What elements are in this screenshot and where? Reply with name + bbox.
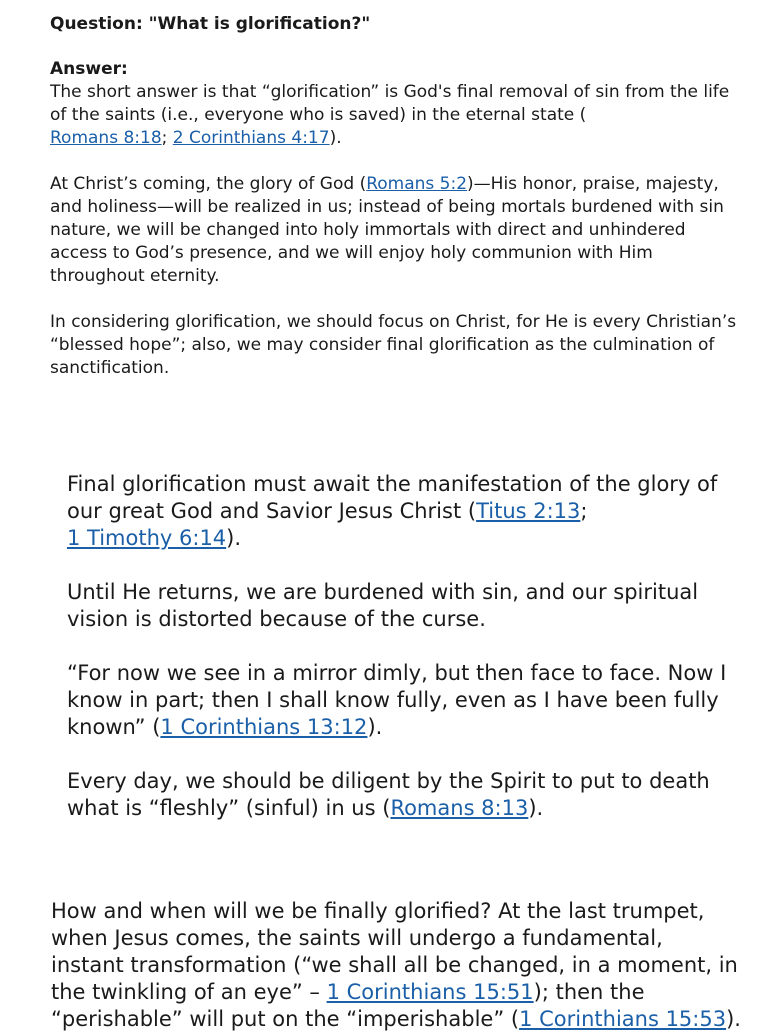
paragraph-text: ). xyxy=(226,526,242,550)
separator: ; xyxy=(161,128,173,148)
link-romans-8-13[interactable]: Romans 8:13 xyxy=(390,796,529,820)
paragraph-text: At Christ’s coming, the glory of God ( xyxy=(50,174,367,194)
paragraph-text: “For now we see in a mirror dimly, but then face to face. Now I know in part; then I shall know fully, even as I have been fully known” ( xyxy=(67,661,727,739)
paragraph-text: )—His honor, praise, majesty, and holiness—will be realized in us; instead of being mortals burdened with sin nature, we will be changed into holy immortals with direct and unhindered access to God’s presence, and we will enjoy holy communion with Him throughout eternity. xyxy=(50,174,724,286)
link-romans-8-18[interactable]: Romans 8:18 xyxy=(50,128,162,148)
paragraph-mirror-dimly xyxy=(67,660,727,741)
link-2-corinthians-4-17[interactable]: 2 Corinthians 4:17 xyxy=(172,128,330,148)
paragraph-text: The short answer is that “glorification” is God's final removal of sin from the life of the saints (i.e., everyone who is saved) in the eternal state ( xyxy=(50,82,730,125)
separator: ; xyxy=(580,499,588,523)
quote-section xyxy=(67,471,727,849)
paragraph-until-he-returns: Until He returns, we are burdened with sin, and our spiritual vision is distorted because of the curse. xyxy=(67,580,699,631)
link-1-corinthians-15-53[interactable]: 1 Corinthians 15:53 xyxy=(519,1007,727,1031)
paragraph-every-day xyxy=(67,768,727,822)
link-romans-5-2[interactable]: Romans 5:2 xyxy=(366,174,468,194)
paragraph-text: Every day, we should be diligent by the Spirit to put to death what is “fleshly” (sinful) in us ( xyxy=(67,769,710,820)
paragraph-text: ). xyxy=(726,1007,741,1031)
intro-section xyxy=(50,13,740,403)
link-titus-2-13[interactable]: Titus 2:13 xyxy=(476,499,581,523)
closing-section xyxy=(51,898,741,1033)
paragraph-text: ). xyxy=(528,796,544,820)
paragraph-how-and-when xyxy=(51,898,741,1033)
paragraph-text: Final glorification must await the manifestation of the glory of our great God and Savior Jesus Christ ( xyxy=(67,472,718,523)
paragraph-text: ); then the “perishable” will put on the “imperishable” ( xyxy=(51,980,645,1031)
answer-label: Answer: xyxy=(50,59,128,79)
link-1-corinthians-13-12[interactable]: 1 Corinthians 13:12 xyxy=(160,715,368,739)
paragraph-christ-coming xyxy=(50,173,740,288)
paragraph-text: ). xyxy=(329,128,342,148)
paragraph-considering: In considering glorification, we should focus on Christ, for He is every Christian’s “blessed hope”; also, we may consider final glorification as the culmination of sanctification. xyxy=(50,312,737,378)
link-1-timothy-6-14[interactable]: 1 Timothy 6:14 xyxy=(67,526,227,550)
paragraph-short-answer xyxy=(50,81,740,150)
paragraph-text: ). xyxy=(367,715,383,739)
link-1-corinthians-15-51[interactable]: 1 Corinthians 15:51 xyxy=(326,980,534,1004)
paragraph-final-glorification xyxy=(67,471,727,552)
question-heading: Question: "What is glorification?" xyxy=(50,14,371,34)
paragraph-text: How and when will we be finally glorified? At the last trumpet, when Jesus comes, the saints will undergo a fundamental, instant transformation (“we shall all be changed, in a moment, in the twinkling of an eye” – xyxy=(51,899,738,1004)
